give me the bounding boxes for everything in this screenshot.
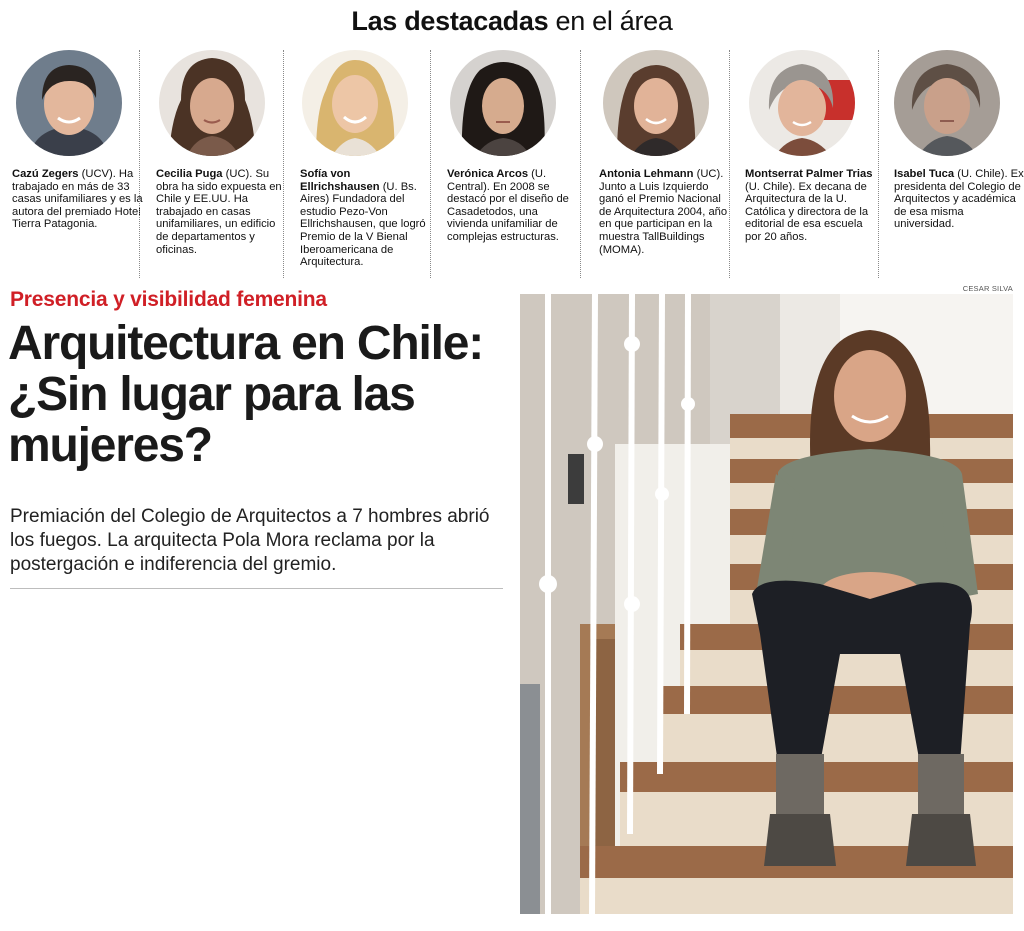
section-title-bold: Las destacadas xyxy=(351,6,549,36)
profile-isabel-tuca xyxy=(894,46,1024,278)
avatar xyxy=(894,50,1000,156)
profile-name: Verónica Arcos xyxy=(447,168,529,180)
profile-text: (U. Chile). Ex decana de Arquitectura de la U. Católica y directora de la editorial de esa escuela por 20 años. xyxy=(745,180,869,243)
photo-credit: CESAR SILVA xyxy=(962,284,1013,293)
profile-text: (UC). Su obra ha sido expuesta en Chile y EE.UU. Ha trabajado en casas unifamiliares, un edificio de departamentos y oficinas. xyxy=(156,168,282,256)
section-rule xyxy=(10,588,503,589)
profile-text: (U. Bs. Aires) Fundadora del estudio Pezo-Von Ellrichshausen, que logró Premio de la V Bienal Iberoamericana de Arquitectura. xyxy=(300,180,426,269)
avatar xyxy=(450,50,556,156)
profile-antonia-lehmann xyxy=(599,46,731,278)
divider xyxy=(139,50,140,278)
profiles-strip xyxy=(0,46,1024,278)
profile-cazu-zegers xyxy=(12,46,144,278)
profile-description xyxy=(12,168,144,231)
profile-description xyxy=(156,168,288,256)
article-deck: Premiación del Colegio de Arquitectos a 7 hombres abrió los fuegos. La arquitecta Pola Mora reclama por la postergación e indiferencia del gremio. xyxy=(10,506,490,575)
profile-description xyxy=(447,168,579,244)
profile-text: (UCV). Ha trabajado en más de 33 casas unifamiliares y es la autora del premiado Hotel Tierra Patagonia. xyxy=(12,168,143,231)
profile-text: (UC). Junto a Luis Izquierdo ganó el Premio Nacional de Arquitectura 2004, año en que participan en la muestra TallBuildings (MOMA). xyxy=(599,168,728,256)
profile-veronica-arcos xyxy=(447,46,579,278)
avatar xyxy=(159,50,265,156)
section-title xyxy=(0,6,1024,37)
profile-name: Antonia Lehmann xyxy=(599,168,694,180)
profile-description xyxy=(599,168,731,256)
divider xyxy=(430,50,431,278)
article-headline: Arquitectura en Chile: ¿Sin lugar para las mujeres? xyxy=(8,317,483,472)
profile-text: (U. Central). En 2008 se destacó por el diseño de Casadetodos, una vivienda unifamiliar de complejas estructuras. xyxy=(447,168,569,243)
profile-name: Montserrat Palmer Trias xyxy=(745,168,873,180)
profile-name: Sofía von Ellrichshausen xyxy=(300,168,380,193)
profile-name: Cecilia Puga xyxy=(156,168,223,180)
profile-sofia-von-ellrichshausen xyxy=(300,46,432,278)
profile-montserrat-palmer-trias xyxy=(745,46,877,278)
avatar xyxy=(603,50,709,156)
profile-name: Cazú Zegers xyxy=(12,168,79,180)
divider xyxy=(580,50,581,278)
article-photo xyxy=(520,294,1013,914)
avatar xyxy=(749,50,855,156)
section-title-light: en el área xyxy=(548,6,673,36)
avatar xyxy=(16,50,122,156)
avatar xyxy=(302,50,408,156)
profile-cecilia-puga xyxy=(156,46,288,278)
profile-text: (U. Chile). Ex presidenta del Colegio de Arquitectos y académica de esa misma universidad. xyxy=(894,168,1024,231)
divider xyxy=(878,50,879,278)
divider xyxy=(283,50,284,278)
profile-description xyxy=(894,168,1024,231)
article-kicker: Presencia y visibilidad femenina xyxy=(10,288,327,311)
profile-name: Isabel Tuca xyxy=(894,168,955,180)
profile-description xyxy=(300,168,432,269)
profile-description xyxy=(745,168,877,244)
divider xyxy=(729,50,730,278)
